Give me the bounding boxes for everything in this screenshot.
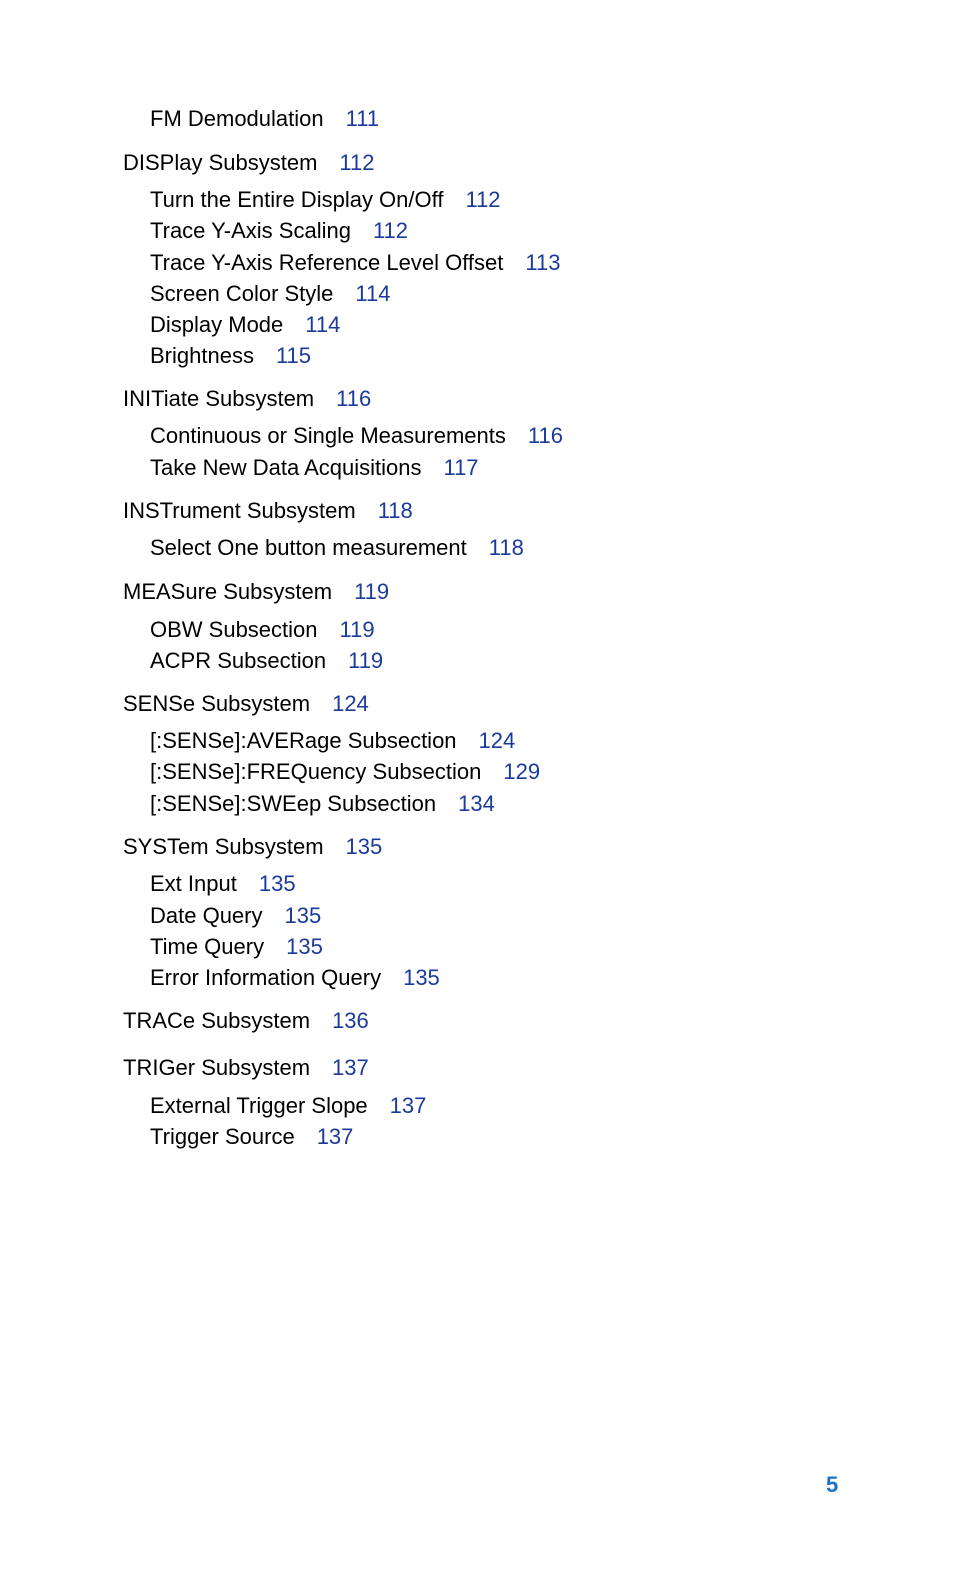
toc-entry — [123, 833, 382, 861]
toc-entry-title: SYSTem Subsystem — [123, 834, 324, 859]
toc-entry — [150, 933, 323, 961]
toc-entry-title: SENSe Subsystem — [123, 691, 311, 716]
toc-entry-title: INITiate Subsystem — [123, 386, 315, 411]
toc-page-link[interactable]: 124 — [478, 728, 516, 753]
toc-entry-title: Brightness — [150, 343, 254, 368]
toc-entry-title: Trigger Source — [150, 1124, 295, 1149]
toc-page-link[interactable]: 135 — [403, 965, 440, 990]
toc-entry — [150, 964, 440, 992]
toc-entry — [150, 790, 495, 818]
toc-page-link[interactable]: 116 — [336, 386, 372, 411]
toc-entry — [150, 342, 311, 370]
toc-page-link[interactable]: 112 — [339, 150, 375, 175]
toc-page-link[interactable]: 116 — [527, 423, 563, 448]
toc-page-link[interactable]: 119 — [354, 579, 390, 604]
toc-entry-title: INSTrument Subsystem — [123, 498, 356, 523]
toc-page-link[interactable]: 137 — [389, 1093, 427, 1118]
page-number: 5 — [826, 1472, 839, 1497]
toc-page-link[interactable]: 137 — [316, 1124, 354, 1149]
toc-entry-title: MEASure Subsystem — [123, 579, 333, 604]
toc-entry — [123, 149, 374, 177]
toc-entry — [150, 616, 375, 644]
toc-entry — [150, 311, 340, 339]
toc-entry — [150, 280, 391, 308]
toc-entry — [123, 497, 413, 525]
toc-entry-title: Trace Y-Axis Scaling — [150, 218, 351, 243]
toc-entry — [150, 727, 515, 755]
toc-entry-title: [:SENSe]:SWEep Subsection — [150, 791, 437, 816]
toc-entry — [123, 690, 369, 718]
toc-entry-title: Continuous or Single Measurements — [150, 423, 506, 448]
toc-entry-title: Ext Input — [150, 871, 237, 896]
toc-page-link[interactable]: 112 — [372, 218, 409, 243]
toc-entry — [150, 1092, 426, 1120]
toc-page-link[interactable]: 135 — [286, 934, 323, 959]
toc-page-link[interactable]: 114 — [305, 312, 341, 337]
toc-entry-title: Time Query — [150, 934, 265, 959]
toc-entry — [150, 758, 540, 786]
toc-entry-title: Screen Color Style — [150, 281, 334, 306]
toc-entry — [150, 422, 563, 450]
toc-entry-title: Turn the Entire Display On/Off — [150, 187, 444, 212]
toc-entry-title: Display Mode — [150, 312, 284, 337]
toc-page-link[interactable]: 115 — [275, 343, 312, 368]
toc-entry-title: Error Information Query — [150, 965, 382, 990]
toc-page-link[interactable]: 112 — [465, 187, 501, 212]
toc-entry-title: FM Demodulation — [150, 106, 324, 131]
toc-entry — [123, 578, 389, 606]
toc-entry-title: DISPlay Subsystem — [123, 150, 318, 175]
toc-page-link[interactable]: 114 — [355, 281, 391, 306]
toc-entry — [150, 870, 296, 898]
toc-entry-title: TRIGer Subsystem — [123, 1055, 311, 1080]
toc-page-link[interactable]: 117 — [443, 455, 479, 480]
toc-entry — [150, 1123, 353, 1151]
toc-page-link[interactable]: 111 — [345, 106, 380, 131]
toc-entry — [150, 902, 321, 930]
toc-entry — [150, 186, 501, 214]
toc-page-link[interactable]: 137 — [332, 1055, 369, 1080]
toc-entry-title: OBW Subsection — [150, 617, 318, 642]
toc-entry-title: TRACe Subsystem — [123, 1008, 311, 1033]
toc-page-link[interactable]: 118 — [488, 535, 524, 560]
toc-page-link[interactable]: 124 — [332, 691, 369, 716]
toc-entry-title: Select One button measurement — [150, 535, 467, 560]
toc-entry — [123, 1007, 369, 1035]
toc-page-link[interactable]: 129 — [503, 759, 541, 784]
toc-entry — [150, 249, 560, 277]
toc-entry-title: External Trigger Slope — [150, 1093, 368, 1118]
toc-page-link[interactable]: 119 — [339, 617, 375, 642]
toc-entry-title: Date Query — [150, 903, 263, 928]
toc-entry — [150, 534, 524, 562]
toc-page-link[interactable]: 118 — [377, 498, 413, 523]
toc-entry-title: [:SENSe]:AVERage Subsection — [150, 728, 457, 753]
toc-entry — [123, 385, 371, 413]
toc-page-link[interactable]: 135 — [284, 903, 322, 928]
toc-page-link[interactable]: 119 — [348, 648, 384, 673]
toc-entry — [150, 105, 379, 133]
toc-entry — [150, 217, 408, 245]
toc-entry — [150, 454, 479, 482]
toc-entry-title: [:SENSe]:FREQuency Subsection — [150, 759, 482, 784]
toc-entry-title: Trace Y-Axis Reference Level Offset — [150, 250, 504, 275]
toc-page-link[interactable]: 136 — [332, 1008, 369, 1033]
toc-page-link[interactable]: 113 — [525, 250, 561, 275]
toc-entry-title: Take New Data Acquisitions — [150, 455, 422, 480]
toc-page-link[interactable]: 135 — [258, 871, 296, 896]
toc-entry — [123, 1054, 369, 1082]
toc-page-link[interactable]: 134 — [458, 791, 495, 816]
toc-entry-title: ACPR Subsection — [150, 648, 327, 673]
toc-entry — [150, 647, 383, 675]
toc-page-link[interactable]: 135 — [345, 834, 383, 859]
